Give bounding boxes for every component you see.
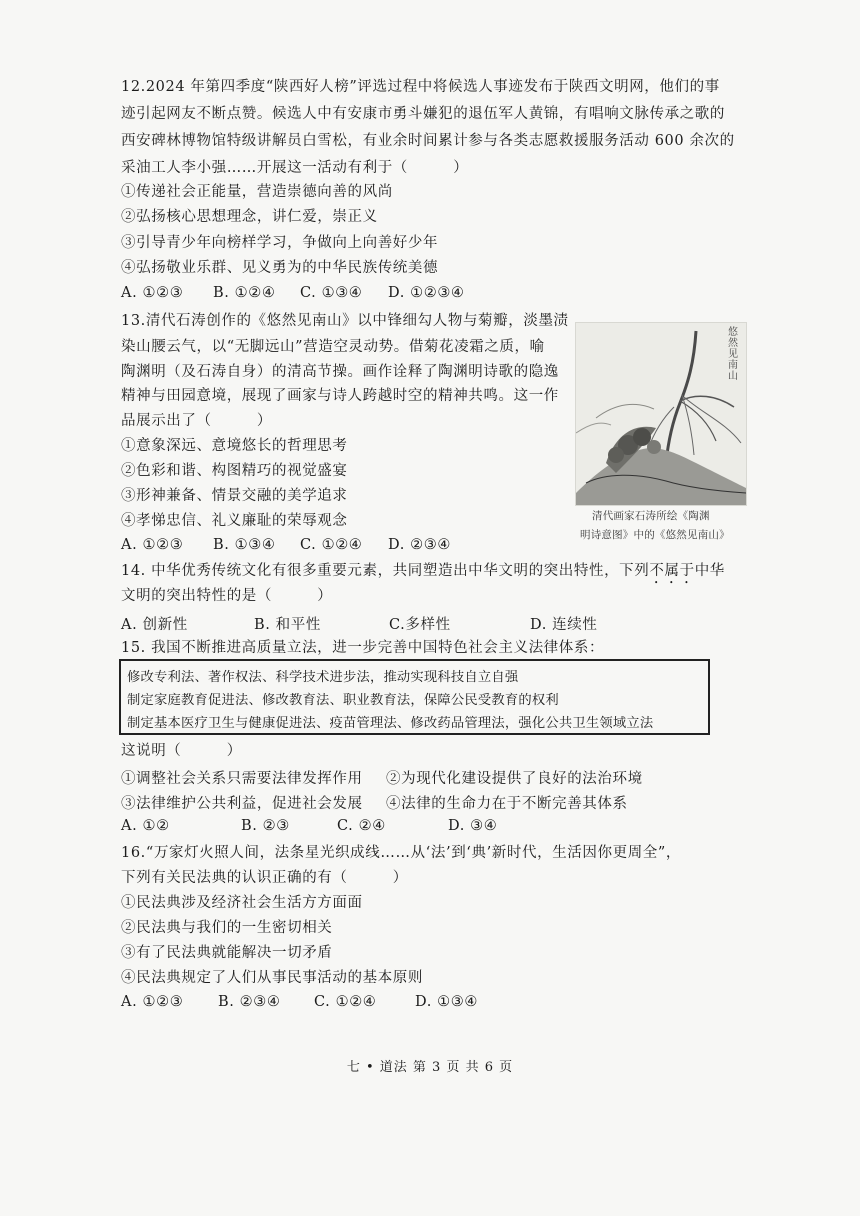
q14-option-d: D. 连续性	[530, 617, 598, 633]
painting-illustration	[576, 323, 746, 505]
q12-stem-line-1: 12.2024 年第四季度“陕西好人榜”评选过程中将候选人事迹发布于陕西文明网，他们的事	[121, 79, 720, 95]
q16-item-2: ②民法典与我们的一生密切相关	[121, 920, 333, 936]
painting-inscription: 悠然见南山	[728, 327, 738, 382]
q13-option-d: D. ②③④	[388, 537, 451, 553]
q14-option-c: C.多样性	[389, 617, 451, 633]
q13-stem-line-2: 染山腰云气，以“无脚远山”营造空灵动势。借菊花凌霜之质，喻	[121, 339, 545, 355]
q13-option-a: A. ①②③	[121, 537, 184, 553]
q15-material-box	[119, 659, 710, 735]
q12-item-4: ④弘扬敬业乐群、见义勇为的中华民族传统美德	[121, 260, 439, 276]
q14-stem-part-2: 中华	[694, 563, 725, 579]
q16-item-4: ④民法典规定了人们从事民事活动的基本原则	[121, 970, 423, 986]
q13-item-3: ③形神兼备、情景交融的美学追求	[121, 488, 348, 504]
q12-item-1: ①传递社会正能量，营造崇德向善的风尚	[121, 184, 393, 200]
q13-option-c: C. ①②④	[300, 537, 363, 553]
q13-stem-line-1: 13.清代石涛创作的《悠然见南山》以中锋细勾人物与菊瓣，淡墨渍	[121, 313, 569, 329]
q13-item-4: ④孝悌忠信、礼义廉耻的荣辱观念	[121, 513, 348, 529]
q15-box-line-1: 修改专利法、著作权法、科学技术进步法，推动实现科技自立自强	[127, 670, 519, 685]
q12-option-a: A. ①②③	[121, 285, 184, 301]
q16-item-3: ③有了民法典就能解决一切矛盾	[121, 945, 333, 961]
q15-item-2: ②为现代化建设提供了良好的法治环境	[386, 771, 643, 787]
page-footer: 七 • 道法 第 3 页 共 6 页	[346, 1060, 514, 1075]
q12-item-2: ②弘扬核心思想理念，讲仁爱，崇正义	[121, 209, 378, 225]
q14-option-b: B. 和平性	[254, 617, 321, 633]
q16-option-d: D. ①③④	[415, 994, 478, 1010]
landscape-painting-image	[575, 322, 747, 506]
q15-after-text: 这说明（ ）	[121, 743, 242, 759]
figure-caption-line-2: 明诗意图》中的《悠然见南山》	[580, 529, 730, 541]
q15-option-c: C. ②④	[337, 818, 386, 834]
q15-box-line-2: 制定家庭教育促进法、修改教育法、职业教育法，保障公民受教育的权利	[127, 693, 559, 708]
q16-stem-line-2: 下列有关民法典的认识正确的有（ ）	[121, 870, 408, 886]
q14-stem-line-2: 文明的突出特性的是（ ）	[121, 588, 333, 604]
q14-stem-part-1: 14. 中华优秀传统文化有很多重要元素，共同塑造出中华文明的突出特性，下列	[121, 563, 650, 579]
q15-item-1: ①调整社会关系只需要法律发挥作用	[121, 771, 363, 787]
q13-stem-line-3: 陶渊明（及石涛自身）的清高节操。画作诠释了陶渊明诗歌的隐逸	[121, 364, 559, 380]
q15-item-3: ③法律维护公共利益，促进社会发展	[121, 796, 363, 812]
q15-box-line-3: 制定基本医疗卫生与健康促进法、疫苗管理法、修改药品管理法，强化公共卫生领域立法	[127, 716, 654, 731]
q13-item-2: ②色彩和谐、构图精巧的视觉盛宴	[121, 463, 348, 479]
q16-option-b: B. ②③④	[218, 994, 281, 1010]
q16-option-c: C. ①②④	[314, 994, 377, 1010]
q14-emphasis: 不属于	[649, 563, 695, 579]
q12-item-3: ③引导青少年向榜样学习，争做向上向善好少年	[121, 235, 439, 251]
figure-caption-line-1: 清代画家石涛所绘《陶渊	[592, 510, 710, 522]
q12-option-c: C. ①③④	[300, 285, 363, 301]
q12-stem-line-4: 采油工人李小强……开展这一活动有利于（ ）	[121, 160, 469, 176]
q14-stem-line-1	[121, 561, 725, 587]
q16-item-1: ①民法典涉及经济社会生活方方面面	[121, 895, 363, 911]
q16-option-a: A. ①②③	[121, 994, 184, 1010]
q15-option-b: B. ②③	[241, 818, 290, 834]
q13-stem-line-4: 精神与田园意境，展现了画家与诗人跨越时空的精神共鸣。这一作	[121, 388, 559, 404]
q15-option-a: A. ①②	[121, 818, 170, 834]
q13-option-b: B. ①③④	[213, 537, 276, 553]
q12-stem-line-3: 西安碑林博物馆特级讲解员白雪松，有业余时间累计参与各类志愿救援服务活动 600 余次的	[121, 133, 735, 149]
q12-option-b: B. ①②④	[213, 285, 276, 301]
q14-option-a: A. 创新性	[121, 617, 188, 633]
q15-option-d: D. ③④	[448, 818, 498, 834]
q16-stem-line-1: 16.“万家灯火照人间，法条星光织成线……从‘法’到‘典’新时代，生活因你更周全”，	[121, 845, 682, 861]
q12-stem-line-2: 迹引起网友不断点赞。候选人中有安康市勇斗嫌犯的退伍军人黄锦，有唱响文脉传承之歌的	[121, 106, 725, 122]
q13-item-1: ①意象深远、意境悠长的哲理思考	[121, 438, 348, 454]
q15-item-4: ④法律的生命力在于不断完善其体系	[386, 796, 628, 812]
q15-stem: 15. 我国不断推进高质量立法，进一步完善中国特色社会主义法律体系：	[121, 640, 605, 656]
q12-option-d: D. ①②③④	[388, 285, 465, 301]
q13-stem-line-5: 品展示出了（ ）	[121, 413, 272, 429]
